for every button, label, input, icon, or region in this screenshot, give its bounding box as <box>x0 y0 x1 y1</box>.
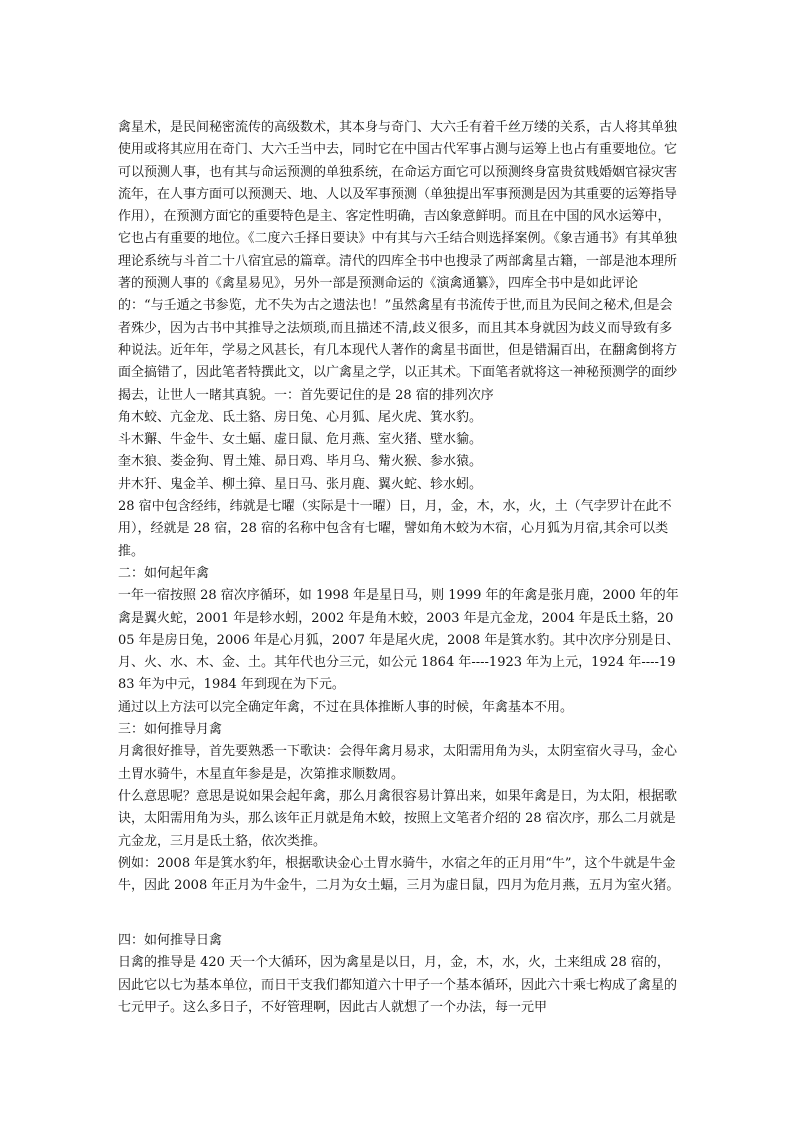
month-example-paragraph: 例如：2008 年是箕水豹年，根据歌诀金心土胃水骑牛，水宿之年的正月用“牛”，这个牛就是牛金牛，因此 2008 年正月为牛金牛，二月为女土蝠，三月为虚日鼠，四月为危月燕，五月为室火猪。 <box>118 855 680 894</box>
mansions-row-3: 奎木狼、娄金狗、胃土雉、昴日鸡、毕月乌、觜火猴、参水猿。 <box>118 454 483 470</box>
section-heading-day: 四：如何推导日禽 <box>118 933 223 948</box>
month-explanation-paragraph: 什么意思呢？意思是说如果会起年禽，那么月禽很容易计算出来，如果年禽是日，为太阳，根据歌诀，太阳需用角为头，那么该年正月就是角木蛟，按照上文笔者介绍的 28 宿次序，那么二月就是亢金龙，三月是氐土貉，依次类推。 <box>118 788 678 849</box>
year-paragraph: 一年一宿按照 28 宿次序循环，如 1998 年是星日马，则 1999 年的年禽是张月鹿，2000 年的年禽是翼火蛇，2001 年是轸水蚓，2002 年是角木蛟，2003 年是亢金龙，2004 年是氐土貉，2005 年是房日兔，2006 年是心月狐，2007 年是尾火虎，2008 年是箕水豹。其中次序分别是日、月、火、水、木、金、土。其年代也分三元，如公元 1864 年----1923 年为上元，1924 年----1983 年为中元，1984 年到现在为下元。 <box>118 588 680 693</box>
section-heading-month: 三：如何推导月禽 <box>118 722 223 738</box>
section-heading-year: 二：如何起年禽 <box>118 565 210 581</box>
mansions-row-2: 斗木獬、牛金牛、女土蝠、虚日鼠、危月燕、室火猪、壁水貐。 <box>118 432 483 448</box>
month-rhyme-paragraph: 月禽很好推导，首先要熟悉一下歌诀：会得年禽月易求，太阳需用角为头，太阴室宿火寻马，金心土胃水骑牛，木星直年参是是，次第推求顺数周。 <box>118 744 678 782</box>
year-note: 通过以上方法可以完全确定年禽，不过在具体推断人事的时候，年禽基本不用。 <box>118 699 574 715</box>
main-text-block <box>118 117 680 897</box>
secondary-text-block <box>118 930 680 1019</box>
day-paragraph: 日禽的推导是 420 天一个大循环，因为禽星是以日，月，金，木，水，火，土来组成 28 宿的，因此它以七为基本单位，而日干支我们都知道六十甲子一个基本循环，因此六十乘七构成了禽星的七元甲子。这么多日子，不好管理啊，因此古人就想了一个办法，每一元甲 <box>118 955 678 1015</box>
seven-luminaries-paragraph: 28 宿中包含经纬，纬就是七曜（实际是十一曜）日，月，金，木，水，火，土（气孛罗计在此不用），经就是 28 宿，28 宿的名称中包含有七曜，譬如角木蛟为木宿，心月狐为月宿,其余可以类推。 <box>118 499 672 559</box>
mansions-row-1: 角木蛟、亢金龙、氐土貉、房日兔、心月狐、尾火虎、箕水豹。 <box>118 409 483 425</box>
mansions-row-4: 井木犴、鬼金羊、柳土獐、星日马、张月鹿、翼火蛇、轸水蚓。 <box>118 476 483 492</box>
intro-paragraph: 禽星术，是民间秘密流传的高级数术，其本身与奇门、大六壬有着千丝万缕的关系，古人将其单独使用或将其应用在奇门、大六壬当中去，同时它在中国古代军事占测与运筹上也占有重要地位。它可以预测人事，也有其与命运预测的单独系统，在命运方面它可以预测终身富贵贫贱婚姻官禄灾害流年，在人事方面可以预测天、地、人以及军事预测（单独提出军事预测是因为其重要的运筹指导作用），在预测方面它的重要特色是主、客定性明确，吉凶象意鲜明。而且在中国的风水运筹中，它也占有重要的地位。《二度六壬择日要诀》中有其与六壬结合则选择案例。《象吉通书》有其单独理论系统与斗首二十八宿宜忌的篇章。清代的四库全书中也搜录了两部禽星古籍，一部是池本理所著的预测人事的《禽星易见》，另外一部是预测命运的《演禽通纂》，四库全书中是如此评论的：“与壬遁之书参览，尤不失为古之遗法也！”虽然禽星有书流传于世,而且为民间之秘术,但是会者殊少，因为古书中其推导之法烦琐,而且描述不清,歧义很多，而且其本身就因为歧义而导致有多种说法。近年年，学易之风甚长，有几本现代人著作的禽星书面世，但是错漏百出，在翻禽倒将方面全搞错了，因此笔者特撰此文，以广禽星之学，以正其术。下面笔者就将这一神秘预测学的面纱揭去，让世人一睹其真貌。一：首先要记住的是 28 宿的排列次序 <box>118 120 678 403</box>
